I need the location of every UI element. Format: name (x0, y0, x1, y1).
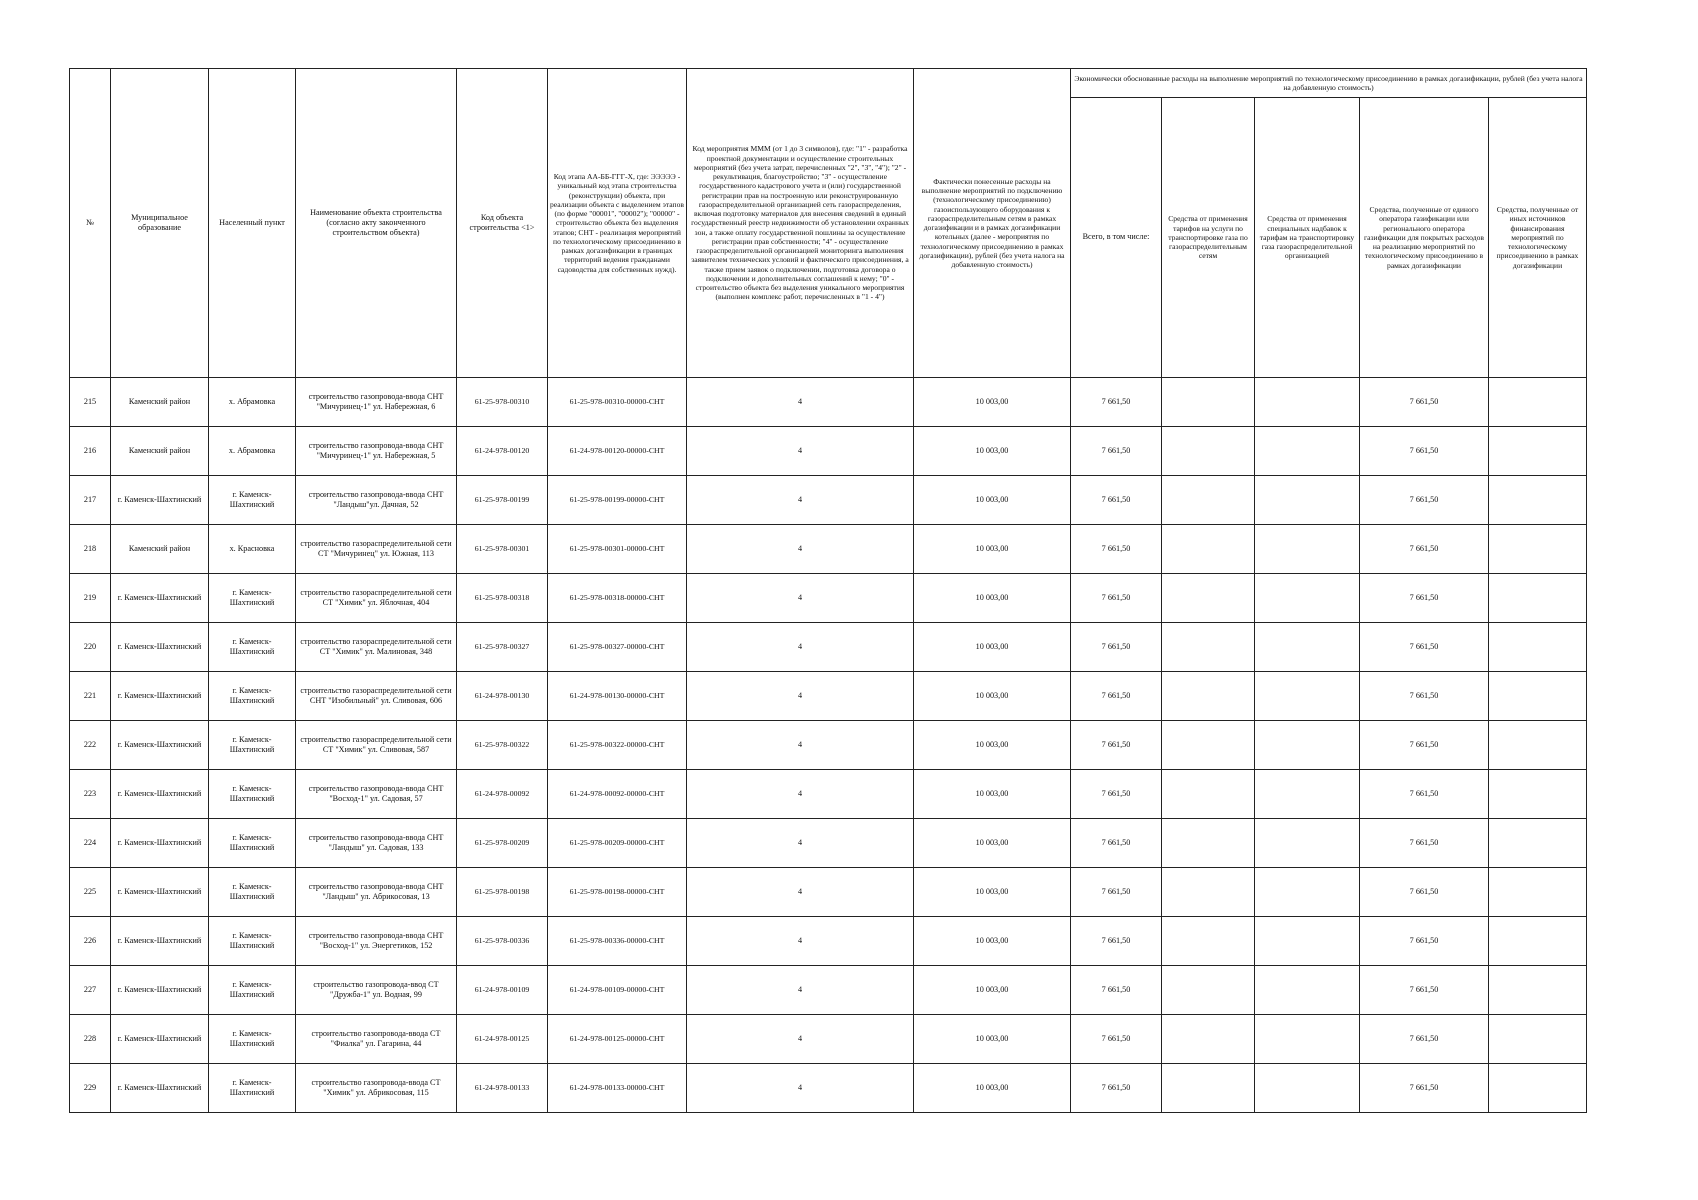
cell-activity-code: 4 (687, 623, 914, 672)
cell-total: 7 661,50 (1071, 721, 1162, 770)
cell-settlement: г. Каменск-Шахтинский (209, 672, 296, 721)
cell-municipality: г. Каменск-Шахтинский (111, 966, 209, 1015)
cell-activity-code: 4 (687, 1015, 914, 1064)
gasification-costs-table (69, 68, 1587, 1113)
cell-transport-tariffs (1162, 1015, 1255, 1064)
cell-object-name: строительство газораспределительной сети СТ "Химик" ул. Сливовая, 587 (296, 721, 457, 770)
cell-stage-code: 61-24-978-00133-00000-СНТ (548, 1064, 687, 1113)
cell-no: 224 (70, 819, 111, 868)
cell-no: 227 (70, 966, 111, 1015)
cell-object-name: строительство газораспределительной сети СНТ "Изобильный" ул. Сливовая, 606 (296, 672, 457, 721)
cell-total: 7 661,50 (1071, 574, 1162, 623)
cell-settlement: г. Каменск-Шахтинский (209, 770, 296, 819)
cell-no: 219 (70, 574, 111, 623)
cell-no: 220 (70, 623, 111, 672)
cell-transport-tariffs (1162, 770, 1255, 819)
cell-activity-code: 4 (687, 770, 914, 819)
cell-single-operator: 7 661,50 (1360, 672, 1489, 721)
table-row (70, 378, 1587, 427)
cell-special-surcharges (1255, 427, 1360, 476)
cell-total: 7 661,50 (1071, 427, 1162, 476)
cell-object-code: 61-24-978-00120 (457, 427, 548, 476)
cell-actual-costs: 10 003,00 (914, 427, 1071, 476)
cell-total: 7 661,50 (1071, 1015, 1162, 1064)
cell-object-name: строительство газопровода-ввода СНТ "Восход-1" ул. Садовая, 57 (296, 770, 457, 819)
header-activity-code: Код мероприятия МММ (от 1 до 3 символов), где: "1" - разработка проектной документации и осуществление строительных мероприятий (без учета затрат, перечисленных "2", "3", "4"); "2" - рекультивация, благоустройство; "3" - осуществление государственного кадастрового учета и (или) государственной регистрации прав на построенную или реконструированную газораспределительной организацией сеть газораспределения, включая подготовку материалов для внесения сведений в единый государственный реестр недвижимости об установлении охранных зон, а также оплату государственной пошлины за осуществление регистрации прав собственности; "4" - осуществление газораспределительной организацией мониторинга выполнения заявителем технических условий и фактического присоединения, а также прием заявок о подключении, подготовка договора о подключении и дополнительных соглашений к нему; "0" - строительство объекта без выделения уникального мероприятия (выполнен комплекс работ, перечисленных в "1 - 4") (687, 69, 914, 378)
cell-no: 223 (70, 770, 111, 819)
cell-municipality: г. Каменск-Шахтинский (111, 623, 209, 672)
cell-special-surcharges (1255, 917, 1360, 966)
cell-actual-costs: 10 003,00 (914, 623, 1071, 672)
cell-stage-code: 61-25-978-00209-00000-СНТ (548, 819, 687, 868)
cell-settlement: х. Красновка (209, 525, 296, 574)
cell-single-operator: 7 661,50 (1360, 868, 1489, 917)
cell-municipality: г. Каменск-Шахтинский (111, 721, 209, 770)
cell-object-code: 61-24-978-00092 (457, 770, 548, 819)
cell-object-code: 61-25-978-00318 (457, 574, 548, 623)
cell-object-code: 61-25-978-00310 (457, 378, 548, 427)
cell-special-surcharges (1255, 721, 1360, 770)
cell-special-surcharges (1255, 378, 1360, 427)
cell-no: 228 (70, 1015, 111, 1064)
cell-stage-code: 61-24-978-00125-00000-СНТ (548, 1015, 687, 1064)
cell-municipality: Каменский район (111, 427, 209, 476)
cell-actual-costs: 10 003,00 (914, 1015, 1071, 1064)
cell-stage-code: 61-25-978-00322-00000-СНТ (548, 721, 687, 770)
cell-total: 7 661,50 (1071, 868, 1162, 917)
cell-other-sources (1489, 868, 1587, 917)
cell-object-name: строительство газопровода-ввода СНТ "Мичуринец-1" ул. Набережная, 6 (296, 378, 457, 427)
cell-settlement: г. Каменск-Шахтинский (209, 917, 296, 966)
header-transport-tariffs: Средства от применения тарифов на услуги по транспортировке газа по газораспределительным сетям (1162, 98, 1255, 378)
header-single-operator: Средства, полученные от единого оператора газификации или регионального оператора газификации для покрытых расходов на реализацию мероприятий по технологическому присоединению в рамках догазификации (1360, 98, 1489, 378)
cell-special-surcharges (1255, 966, 1360, 1015)
cell-actual-costs: 10 003,00 (914, 966, 1071, 1015)
cell-actual-costs: 10 003,00 (914, 770, 1071, 819)
cell-total: 7 661,50 (1071, 672, 1162, 721)
cell-transport-tariffs (1162, 623, 1255, 672)
cell-other-sources (1489, 672, 1587, 721)
cell-object-name: строительство газораспределительной сети СТ "Химик" ул. Яблочная, 404 (296, 574, 457, 623)
cell-object-code: 61-25-978-00199 (457, 476, 548, 525)
table-header (70, 69, 1587, 378)
cell-actual-costs: 10 003,00 (914, 1064, 1071, 1113)
table-row (70, 819, 1587, 868)
cell-activity-code: 4 (687, 868, 914, 917)
cell-transport-tariffs (1162, 427, 1255, 476)
cell-single-operator: 7 661,50 (1360, 574, 1489, 623)
cell-stage-code: 61-25-978-00310-00000-СНТ (548, 378, 687, 427)
cell-no: 218 (70, 525, 111, 574)
cell-total: 7 661,50 (1071, 917, 1162, 966)
cell-transport-tariffs (1162, 819, 1255, 868)
table-row (70, 1015, 1587, 1064)
cell-no: 222 (70, 721, 111, 770)
cell-transport-tariffs (1162, 917, 1255, 966)
cell-stage-code: 61-25-978-00318-00000-СНТ (548, 574, 687, 623)
cell-settlement: г. Каменск-Шахтинский (209, 476, 296, 525)
cell-settlement: г. Каменск-Шахтинский (209, 966, 296, 1015)
cell-no: 226 (70, 917, 111, 966)
cell-settlement: г. Каменск-Шахтинский (209, 721, 296, 770)
table-row (70, 868, 1587, 917)
cell-transport-tariffs (1162, 1064, 1255, 1113)
cell-special-surcharges (1255, 1064, 1360, 1113)
cell-transport-tariffs (1162, 672, 1255, 721)
cell-municipality: г. Каменск-Шахтинский (111, 476, 209, 525)
cell-special-surcharges (1255, 623, 1360, 672)
cell-special-surcharges (1255, 476, 1360, 525)
cell-total: 7 661,50 (1071, 966, 1162, 1015)
cell-actual-costs: 10 003,00 (914, 476, 1071, 525)
header-total: Всего, в том числе: (1071, 98, 1162, 378)
cell-object-name: строительство газопровода-ввода СТ "Химик" ул. Абрикосовая, 115 (296, 1064, 457, 1113)
header-group-economic-costs: Экономически обоснованные расходы на выполнение мероприятий по технологическому присоединению в рамках догазификации, рублей (без учета налога на добавленную стоимость) (1071, 69, 1587, 98)
cell-municipality: г. Каменск-Шахтинский (111, 770, 209, 819)
cell-object-code: 61-25-978-00327 (457, 623, 548, 672)
cell-special-surcharges (1255, 1015, 1360, 1064)
header-actual-costs: Фактически понесенные расходы на выполнение мероприятий по подключению (технологическому присоединению) газоиспользующего оборудования к газораспределительным сетям в рамках догазификации и в рамках догазификации котельных (далее - мероприятия по технологическому присоединению в рамках догазификации), рублей (без учета налога на добавленную стоимость) (914, 69, 1071, 378)
cell-municipality: Каменский район (111, 525, 209, 574)
cell-total: 7 661,50 (1071, 1064, 1162, 1113)
cell-object-code: 61-25-978-00301 (457, 525, 548, 574)
cell-activity-code: 4 (687, 476, 914, 525)
cell-other-sources (1489, 1064, 1587, 1113)
cell-other-sources (1489, 574, 1587, 623)
table-row (70, 672, 1587, 721)
cell-stage-code: 61-25-978-00198-00000-СНТ (548, 868, 687, 917)
cell-municipality: г. Каменск-Шахтинский (111, 917, 209, 966)
cell-single-operator: 7 661,50 (1360, 966, 1489, 1015)
cell-total: 7 661,50 (1071, 623, 1162, 672)
table-row (70, 917, 1587, 966)
cell-single-operator: 7 661,50 (1360, 378, 1489, 427)
cell-object-name: строительство газопровода-ввода СНТ "Ландыш" ул. Абрикосовая, 13 (296, 868, 457, 917)
cell-actual-costs: 10 003,00 (914, 574, 1071, 623)
cell-object-name: строительство газораспределительной сети СТ "Химик" ул. Малиновая, 348 (296, 623, 457, 672)
cell-settlement: г. Каменск-Шахтинский (209, 819, 296, 868)
cell-municipality: г. Каменск-Шахтинский (111, 868, 209, 917)
header-stage-code: Код этапа АА-ББ-ГГГ-Х, где: ЭЭЭЭЭ - уникальный код этапа строительства (реконструкции) объекта, при реализации объекта с выделением этапов (по форме "00001", "00002"); "00000" - строительство объекта без выделения этапов; СНТ - реализация мероприятий по технологическому присоединению в рамках догазификации в границах территорий ведения гражданами садоводства для собственных нужд). (548, 69, 687, 378)
table-row (70, 966, 1587, 1015)
table-row (70, 721, 1587, 770)
cell-object-name: строительство газопровода-ввода СТ "Фиалка" ул. Гагарина, 44 (296, 1015, 457, 1064)
header-municipality: Муниципальное образование (111, 69, 209, 378)
cell-special-surcharges (1255, 574, 1360, 623)
cell-total: 7 661,50 (1071, 819, 1162, 868)
table-body (70, 378, 1587, 1113)
cell-activity-code: 4 (687, 427, 914, 476)
cell-actual-costs: 10 003,00 (914, 672, 1071, 721)
table-row (70, 623, 1587, 672)
cell-settlement: г. Каменск-Шахтинский (209, 623, 296, 672)
table-row (70, 770, 1587, 819)
table-row (70, 525, 1587, 574)
cell-no: 229 (70, 1064, 111, 1113)
header-other-sources: Средства, полученные от иных источников финансирования мероприятий по технологическому присоединению в рамках догазификации (1489, 98, 1587, 378)
cell-single-operator: 7 661,50 (1360, 427, 1489, 476)
cell-single-operator: 7 661,50 (1360, 721, 1489, 770)
cell-object-code: 61-25-978-00322 (457, 721, 548, 770)
cell-settlement: г. Каменск-Шахтинский (209, 1015, 296, 1064)
cell-activity-code: 4 (687, 1064, 914, 1113)
cell-other-sources (1489, 623, 1587, 672)
cell-single-operator: 7 661,50 (1360, 476, 1489, 525)
cell-stage-code: 61-25-978-00199-00000-СНТ (548, 476, 687, 525)
cell-settlement: г. Каменск-Шахтинский (209, 574, 296, 623)
cell-settlement: г. Каменск-Шахтинский (209, 868, 296, 917)
header-object-code: Код объекта строительства <1> (457, 69, 548, 378)
cell-transport-tariffs (1162, 525, 1255, 574)
cell-other-sources (1489, 427, 1587, 476)
cell-transport-tariffs (1162, 868, 1255, 917)
cell-activity-code: 4 (687, 917, 914, 966)
cell-stage-code: 61-24-978-00092-00000-СНТ (548, 770, 687, 819)
cell-settlement: х. Абрамовка (209, 378, 296, 427)
cell-single-operator: 7 661,50 (1360, 1064, 1489, 1113)
cell-single-operator: 7 661,50 (1360, 1015, 1489, 1064)
cell-municipality: г. Каменск-Шахтинский (111, 672, 209, 721)
cell-object-name: строительство газопровода-ввода СНТ "Ландыш" ул. Садовая, 133 (296, 819, 457, 868)
cell-object-code: 61-24-978-00109 (457, 966, 548, 1015)
cell-object-name: строительство газопровода-ввода СНТ "Восход-1" ул. Энергетиков, 152 (296, 917, 457, 966)
cell-activity-code: 4 (687, 819, 914, 868)
cell-total: 7 661,50 (1071, 770, 1162, 819)
cell-other-sources (1489, 525, 1587, 574)
cell-actual-costs: 10 003,00 (914, 378, 1071, 427)
cell-transport-tariffs (1162, 574, 1255, 623)
cell-transport-tariffs (1162, 721, 1255, 770)
cell-municipality: г. Каменск-Шахтинский (111, 574, 209, 623)
cell-actual-costs: 10 003,00 (914, 721, 1071, 770)
header-no: № (70, 69, 111, 378)
cell-actual-costs: 10 003,00 (914, 917, 1071, 966)
cell-municipality: г. Каменск-Шахтинский (111, 819, 209, 868)
cell-municipality: г. Каменск-Шахтинский (111, 1015, 209, 1064)
cell-stage-code: 61-24-978-00130-00000-СНТ (548, 672, 687, 721)
header-special-surcharges: Средства от применения специальных надбавок к тарифам на транспортировку газа газораспределительной организацией (1255, 98, 1360, 378)
cell-special-surcharges (1255, 819, 1360, 868)
cell-stage-code: 61-25-978-00327-00000-СНТ (548, 623, 687, 672)
cell-single-operator: 7 661,50 (1360, 623, 1489, 672)
cell-other-sources (1489, 917, 1587, 966)
cell-transport-tariffs (1162, 476, 1255, 525)
cell-settlement: г. Каменск-Шахтинский (209, 1064, 296, 1113)
cell-activity-code: 4 (687, 574, 914, 623)
cell-other-sources (1489, 476, 1587, 525)
cell-other-sources (1489, 378, 1587, 427)
cell-activity-code: 4 (687, 966, 914, 1015)
cell-single-operator: 7 661,50 (1360, 770, 1489, 819)
cell-stage-code: 61-25-978-00336-00000-СНТ (548, 917, 687, 966)
cell-activity-code: 4 (687, 525, 914, 574)
header-object-name: Наименование объекта строительства (согласно акту законченного строительством объекта) (296, 69, 457, 378)
cell-actual-costs: 10 003,00 (914, 525, 1071, 574)
cell-single-operator: 7 661,50 (1360, 525, 1489, 574)
cell-stage-code: 61-24-978-00120-00000-СНТ (548, 427, 687, 476)
table-row (70, 476, 1587, 525)
cell-other-sources (1489, 966, 1587, 1015)
cell-transport-tariffs (1162, 378, 1255, 427)
cell-object-code: 61-25-978-00336 (457, 917, 548, 966)
cell-object-code: 61-24-978-00125 (457, 1015, 548, 1064)
header-settlement: Населенный пункт (209, 69, 296, 378)
cell-object-name: строительство газопровода-ввода СНТ "Мичуринец-1" ул. Набережная, 5 (296, 427, 457, 476)
cell-activity-code: 4 (687, 378, 914, 427)
cell-special-surcharges (1255, 525, 1360, 574)
cell-special-surcharges (1255, 672, 1360, 721)
cell-other-sources (1489, 819, 1587, 868)
cell-no: 216 (70, 427, 111, 476)
cell-special-surcharges (1255, 770, 1360, 819)
table-row (70, 574, 1587, 623)
cell-other-sources (1489, 1015, 1587, 1064)
cell-municipality: Каменский район (111, 378, 209, 427)
cell-object-code: 61-24-978-00133 (457, 1064, 548, 1113)
cell-single-operator: 7 661,50 (1360, 819, 1489, 868)
cell-special-surcharges (1255, 868, 1360, 917)
cell-transport-tariffs (1162, 966, 1255, 1015)
cell-no: 225 (70, 868, 111, 917)
cell-object-code: 61-24-978-00130 (457, 672, 548, 721)
cell-municipality: г. Каменск-Шахтинский (111, 1064, 209, 1113)
cell-no: 215 (70, 378, 111, 427)
cell-no: 221 (70, 672, 111, 721)
cell-other-sources (1489, 770, 1587, 819)
cell-single-operator: 7 661,50 (1360, 917, 1489, 966)
cell-stage-code: 61-24-978-00109-00000-СНТ (548, 966, 687, 1015)
cell-object-code: 61-25-978-00198 (457, 868, 548, 917)
cell-no: 217 (70, 476, 111, 525)
cell-activity-code: 4 (687, 672, 914, 721)
table-row (70, 1064, 1587, 1113)
cell-object-name: строительство газопровода-ввод СТ "Дружба-1" ул. Водная, 99 (296, 966, 457, 1015)
cell-total: 7 661,50 (1071, 476, 1162, 525)
cell-total: 7 661,50 (1071, 378, 1162, 427)
cell-object-code: 61-25-978-00209 (457, 819, 548, 868)
cell-actual-costs: 10 003,00 (914, 819, 1071, 868)
table-row (70, 427, 1587, 476)
cell-other-sources (1489, 721, 1587, 770)
cell-actual-costs: 10 003,00 (914, 868, 1071, 917)
cell-settlement: х. Абрамовка (209, 427, 296, 476)
cell-object-name: строительство газораспределительной сети СТ "Мичуринец" ул. Южная, 113 (296, 525, 457, 574)
cell-object-name: строительство газопровода-ввода СНТ "Ландыш"ул. Дачная, 52 (296, 476, 457, 525)
cell-total: 7 661,50 (1071, 525, 1162, 574)
cell-stage-code: 61-25-978-00301-00000-СНТ (548, 525, 687, 574)
cell-activity-code: 4 (687, 721, 914, 770)
